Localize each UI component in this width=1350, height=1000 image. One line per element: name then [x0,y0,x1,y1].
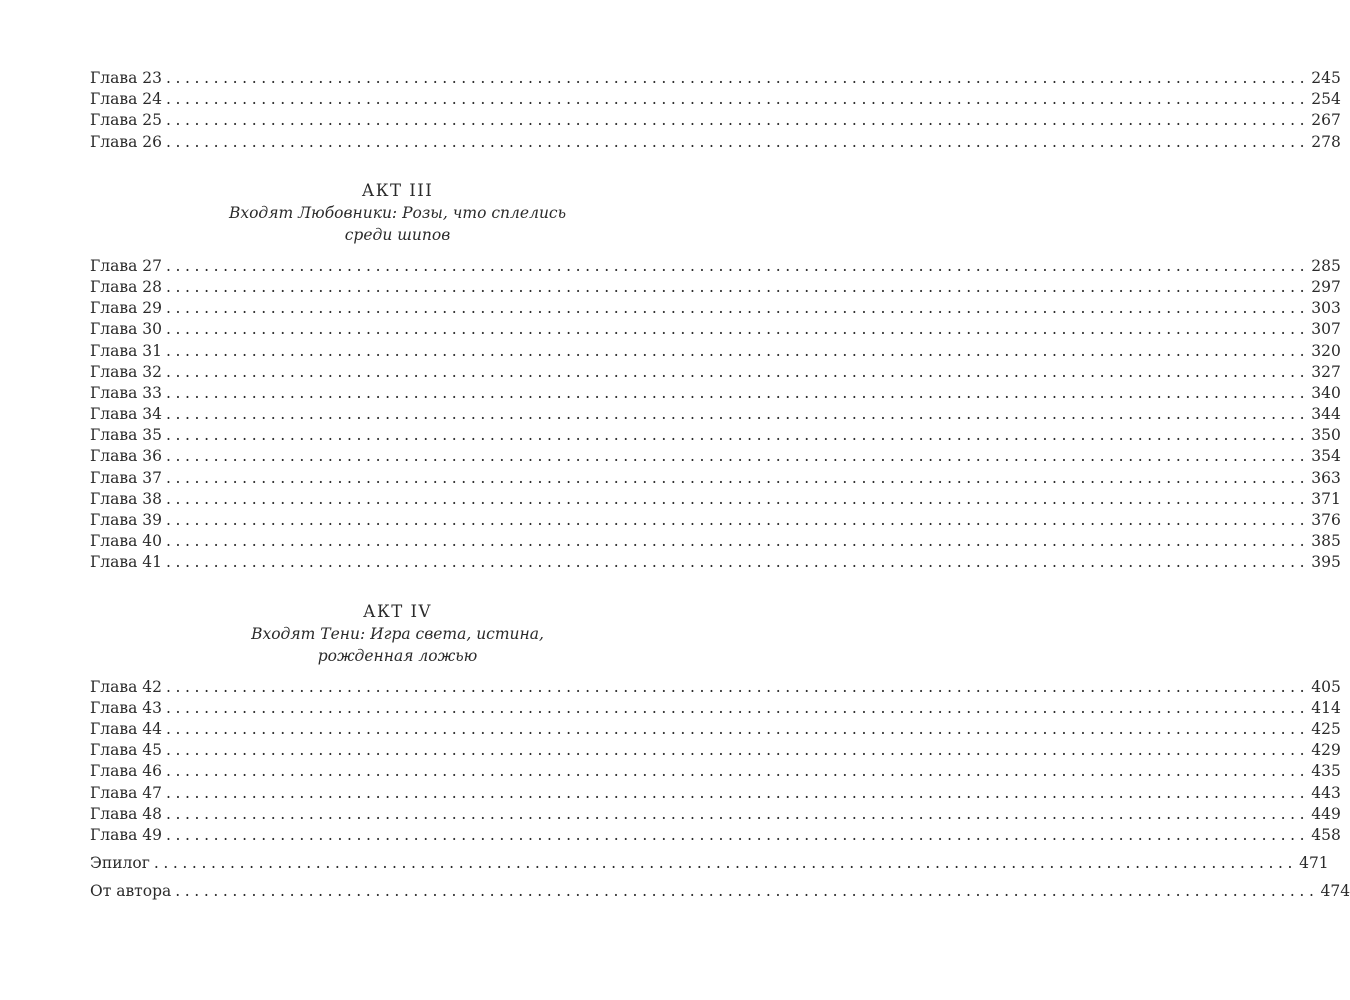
dot-leader: ........................................................................................................................ [165,677,1310,696]
act-3-header [90,179,705,246]
dot-leader: ........................................................................................................................ [165,256,1310,275]
toc-entry-label: Глава 46 [90,762,162,781]
dot-leader: ........................................................................................................................ [165,447,1310,466]
toc-entry-page-number: 350 [1311,426,1341,445]
dot-leader: ........................................................................................................................ [165,426,1310,445]
toc-entry[interactable] [90,677,1341,698]
toc-entry[interactable] [90,362,1341,383]
toc-entry[interactable] [90,719,1341,740]
toc-entry-label: Глава 44 [90,719,162,738]
toc-entry-page-number: 307 [1311,320,1341,339]
toc-entry-epilogue[interactable] [90,853,1329,874]
toc-entry-label: Глава 40 [90,532,162,551]
toc-entry-label: Глава 32 [90,362,162,381]
toc-entry-page-number: 471 [1299,854,1329,873]
toc-entry-page-number: 458 [1311,825,1341,844]
toc-entry[interactable] [90,425,1341,446]
toc-entry[interactable] [90,531,1341,552]
toc-entry-page-number: 267 [1311,111,1341,130]
toc-entry-label: Глава 39 [90,511,162,529]
toc-entry-page-number: 449 [1311,804,1341,823]
toc-entry[interactable] [90,783,1341,804]
dot-leader: ........................................................................................................................ [165,698,1310,717]
dot-leader: ........................................................................................................................ [165,825,1310,844]
dot-leader: ........................................................................................................................ [165,405,1310,424]
dot-leader: ........................................................................................................................ [165,362,1310,381]
table-of-contents-page [90,68,1350,902]
dot-leader: ........................................................................................................................ [165,783,1310,802]
toc-entry-page-number: 425 [1311,719,1341,738]
toc-list-act-2-end [90,68,1341,153]
toc-entry[interactable] [90,341,1341,362]
toc-entry-label: Глава 42 [90,677,162,696]
toc-entry-page-number: 344 [1311,405,1341,424]
toc-entry-page-number: 405 [1311,677,1341,696]
toc-entry-label: Глава 29 [90,299,162,318]
act-3-title: АКТ III [361,180,434,200]
toc-entry[interactable] [90,298,1341,319]
toc-entry-page-number: 395 [1311,553,1341,572]
dot-leader: ........................................................................................................................ [153,854,1298,873]
toc-entry-label: Глава 37 [90,468,162,487]
toc-entry-label: Глава 33 [90,383,162,402]
toc-entry-label: Глава 24 [90,90,162,109]
toc-entry[interactable] [90,68,1341,89]
toc-entry-page-number: 320 [1311,341,1341,360]
toc-entry[interactable] [90,383,1341,404]
dot-leader: ........................................................................................................................ [165,719,1310,738]
dot-leader: ........................................................................................................................ [165,511,1310,529]
toc-entry[interactable] [90,489,1341,510]
toc-entry[interactable] [90,804,1341,825]
toc-entry-page-number: 474 [1320,882,1350,901]
toc-entry[interactable] [90,698,1341,719]
dot-leader: ........................................................................................................................ [165,804,1310,823]
toc-entry[interactable] [90,110,1341,131]
toc-entry[interactable] [90,510,1341,531]
toc-entry-label: Глава 35 [90,426,162,445]
toc-entry-label: Глава 34 [90,405,162,424]
toc-entry[interactable] [90,761,1341,782]
toc-entry-page-number: 371 [1311,489,1341,508]
dot-leader: ........................................................................................................................ [165,489,1310,508]
toc-entry-page-number: 245 [1311,69,1341,87]
toc-entry-label: Глава 30 [90,320,162,339]
toc-entry-label: Глава 48 [90,804,162,823]
toc-entry-label: Глава 25 [90,111,162,130]
dot-leader: ........................................................................................................................ [165,132,1310,151]
toc-entry[interactable] [90,552,1341,573]
toc-entry-page-number: 429 [1311,741,1341,760]
toc-entry-label: Глава 41 [90,553,162,572]
toc-list-act-4 [90,677,1341,847]
toc-entry-page-number: 297 [1311,277,1341,296]
toc-entry-page-number: 303 [1311,299,1341,318]
dot-leader: ........................................................................................................................ [165,532,1310,551]
act-3-subtitle-line-1: Входят Любовники: Розы, что сплелись [228,203,567,222]
toc-entry-page-number: 414 [1311,698,1341,717]
toc-entry-page-number: 278 [1311,132,1341,151]
dot-leader: ........................................................................................................................ [165,383,1310,402]
toc-entry-page-number: 385 [1311,532,1341,551]
dot-leader: ........................................................................................................................ [165,468,1310,487]
toc-entry[interactable] [90,825,1341,846]
dot-leader: ........................................................................................................................ [165,553,1310,572]
toc-entry-page-number: 327 [1311,362,1341,381]
dot-leader: ........................................................................................................................ [165,741,1310,760]
toc-entry[interactable] [90,319,1341,340]
act-4-subtitle-line-2: рожденная ложью [317,646,478,665]
toc-entry-label: Глава 38 [90,489,162,508]
toc-entry-page-number: 254 [1311,90,1341,109]
toc-entry-page-number: 340 [1311,383,1341,402]
toc-entry[interactable] [90,256,1341,277]
act-4-header [90,600,705,667]
toc-entry-page-number: 354 [1311,447,1341,466]
toc-entry-page-number: 363 [1311,468,1341,487]
toc-entry-label: Глава 23 [90,69,162,87]
toc-entry[interactable] [90,468,1341,489]
dot-leader: ........................................................................................................................ [165,69,1310,87]
toc-entry-label: Глава 26 [90,132,162,151]
toc-entry-label: Глава 49 [90,825,162,844]
toc-entry[interactable] [90,277,1341,298]
toc-entry[interactable] [90,740,1341,761]
toc-entry-label: Глава 27 [90,256,162,275]
toc-entry-page-number: 443 [1311,783,1341,802]
toc-entry-label: Глава 28 [90,277,162,296]
toc-list-act-3 [90,256,1341,574]
toc-entry-label: Глава 45 [90,741,162,760]
dot-leader: ........................................................................................................................ [165,320,1310,339]
dot-leader: ........................................................................................................................ [175,882,1319,901]
toc-entry[interactable] [90,446,1341,467]
toc-entry-author-note[interactable] [90,881,1350,902]
toc-entry[interactable] [90,404,1341,425]
toc-entry-label: Глава 43 [90,698,162,717]
toc-entry[interactable] [90,89,1341,110]
dot-leader: ........................................................................................................................ [165,277,1310,296]
dot-leader: ........................................................................................................................ [165,111,1310,130]
act-4-subtitle-line-1: Входят Тени: Игра света, истина, [251,624,544,643]
toc-entry-label: От автора [90,882,172,901]
act-3-subtitle-line-2: среди шипов [344,225,451,244]
act-4-title: АКТ IV [363,601,432,621]
toc-entry-page-number: 285 [1311,256,1341,275]
toc-entry[interactable] [90,132,1341,153]
toc-entry-label: Глава 47 [90,783,162,802]
toc-entry-label: Эпилог [90,854,150,873]
dot-leader: ........................................................................................................................ [165,90,1310,109]
dot-leader: ........................................................................................................................ [165,299,1310,318]
toc-entry-label: Глава 31 [90,341,162,360]
dot-leader: ........................................................................................................................ [165,762,1310,781]
toc-entry-page-number: 435 [1311,762,1341,781]
toc-entry-label: Глава 36 [90,447,162,466]
dot-leader: ........................................................................................................................ [165,341,1310,360]
toc-entry-page-number: 376 [1311,511,1341,529]
